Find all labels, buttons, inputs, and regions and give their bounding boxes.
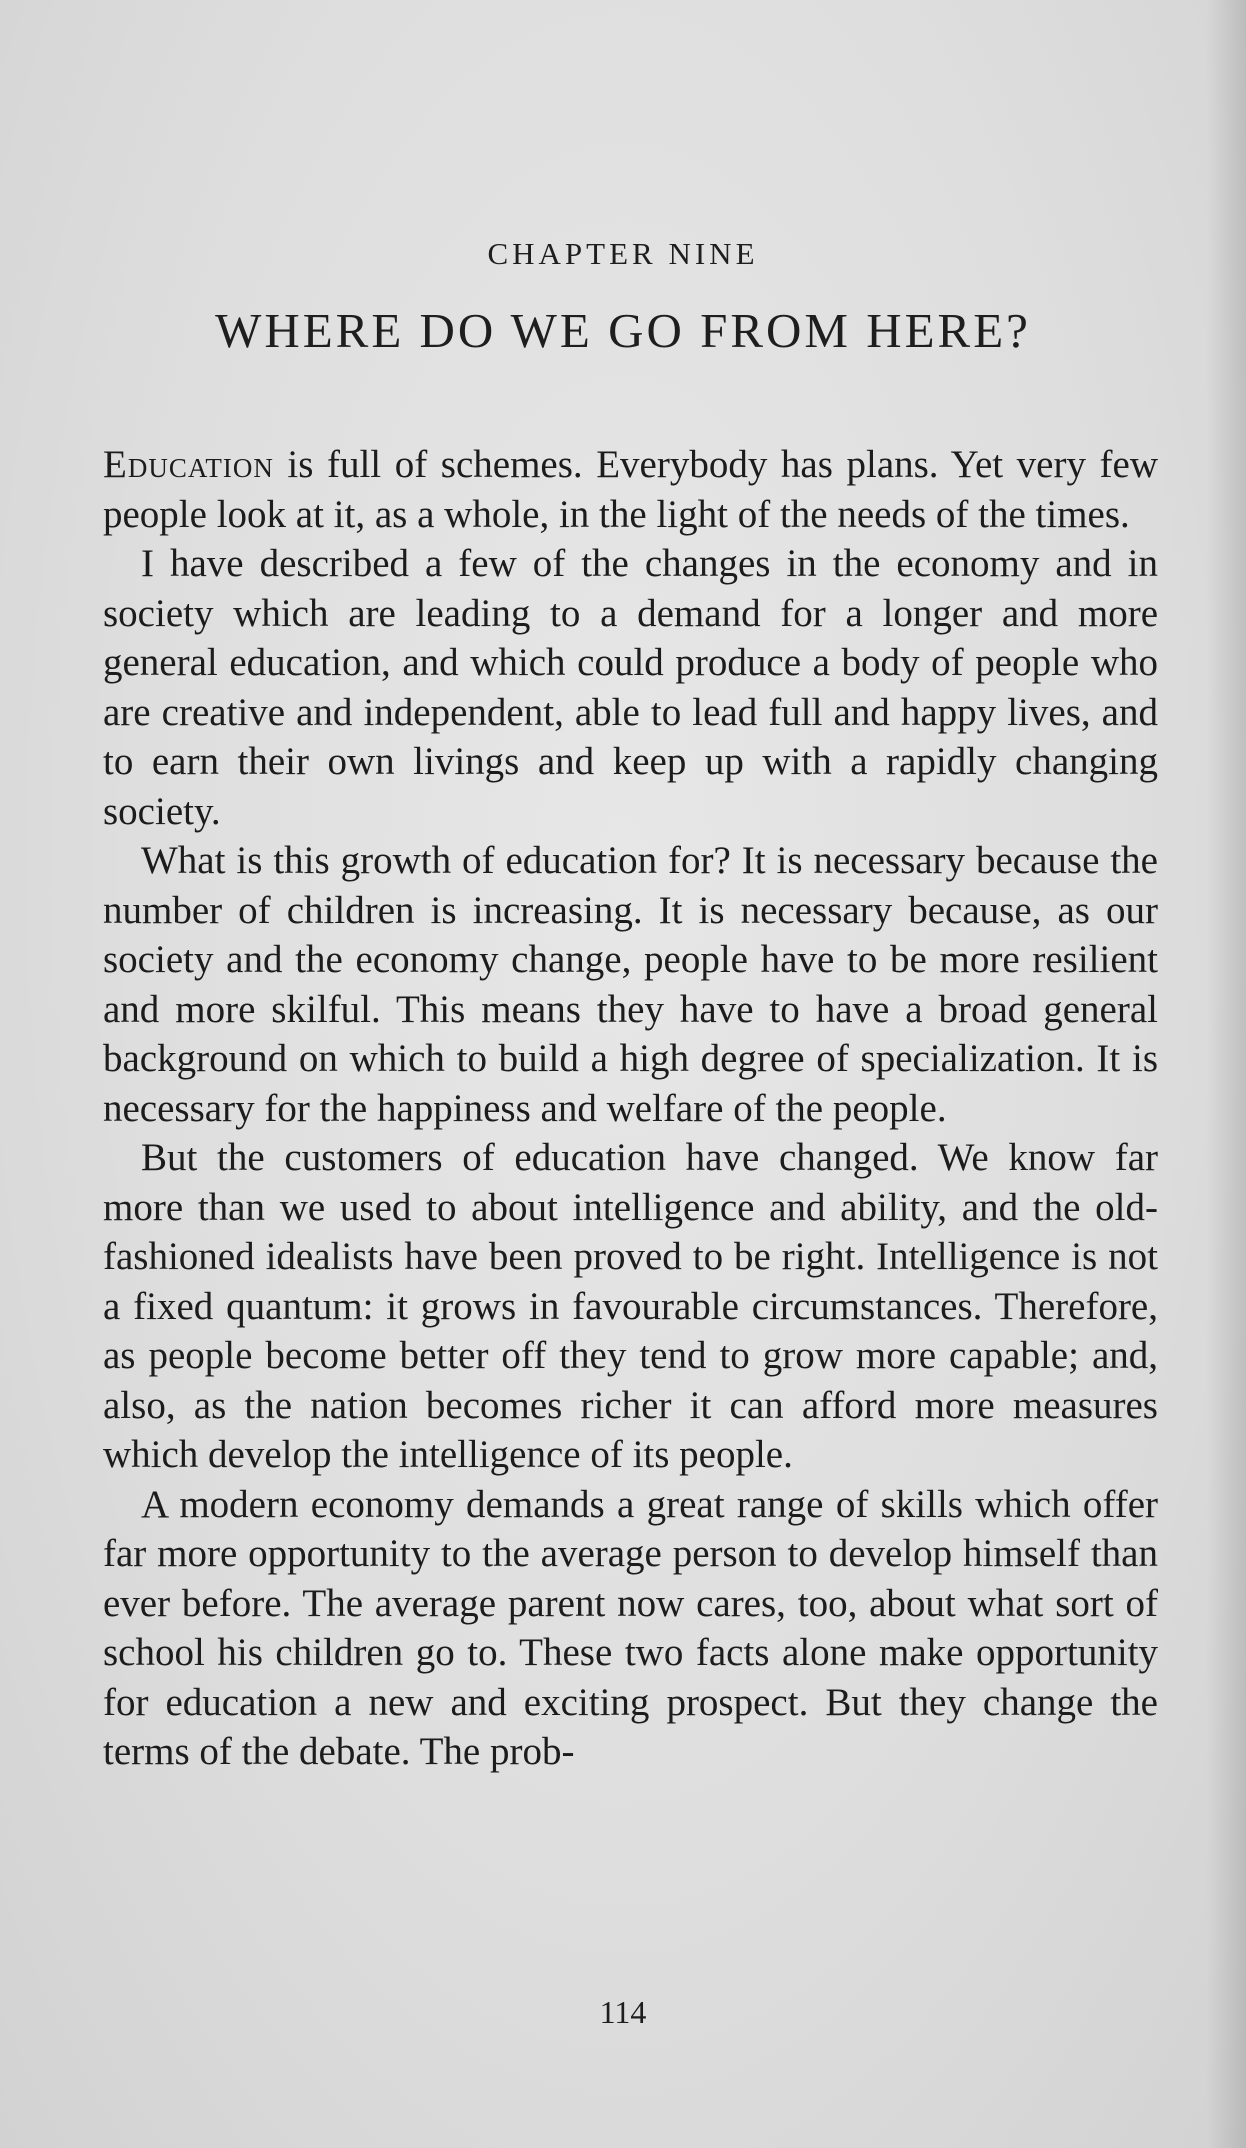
paragraph-1-text: is full of schemes. Everybody has plans. Yet very few people look at it, as a whole, in the light of the needs of the times. <box>103 443 1158 536</box>
chapter-title: WHERE DO WE GO FROM HERE? <box>215 303 1031 358</box>
paragraph-3: What is this growth of education for? It is necessary because the number of children is increasing. It is necessary because, as our society and the economy change, people have to be more resilient and more skilful. This means they have to have a broad general background on which to build a high degree of specialization. It is necessary for the happiness and welfare of the people. <box>103 839 1158 1130</box>
paragraph-5: A modern economy demands a great range of skills which offer far more opportunity to the average person to develop himself than ever before. The average parent now cares, too, about what sort of school his children go to. These two facts alone make opportunity for education a new and exciting prospect. But they change the terms of the debate. The prob- <box>103 1482 1158 1773</box>
page-number: 114 <box>599 1994 647 2030</box>
paragraph-4: But the customers of education have changed. We know far more than we used to about intelligence and ability, and the old-fashioned idealists have been proved to be right. Intelligence is not a fixed quantum: it grows in favourable circumstances. Therefore, as people become better off they tend to grow more capable; and, also, as the nation becomes richer it can afford more measures which develop the intelligence of its people. <box>103 1136 1158 1476</box>
paragraph-2: I have described a few of the changes in the economy and in society which are leading to a demand for a longer and more general education, and which could produce a body of people who are creative and independent, able to lead full and happy lives, and to earn their own livings and keep up with a rapidly changing society. <box>103 542 1158 833</box>
body-text <box>103 440 1158 1777</box>
opening-word: Education <box>103 443 274 486</box>
paragraph-1 <box>103 440 1158 539</box>
chapter-label: CHAPTER NINE <box>487 236 759 271</box>
